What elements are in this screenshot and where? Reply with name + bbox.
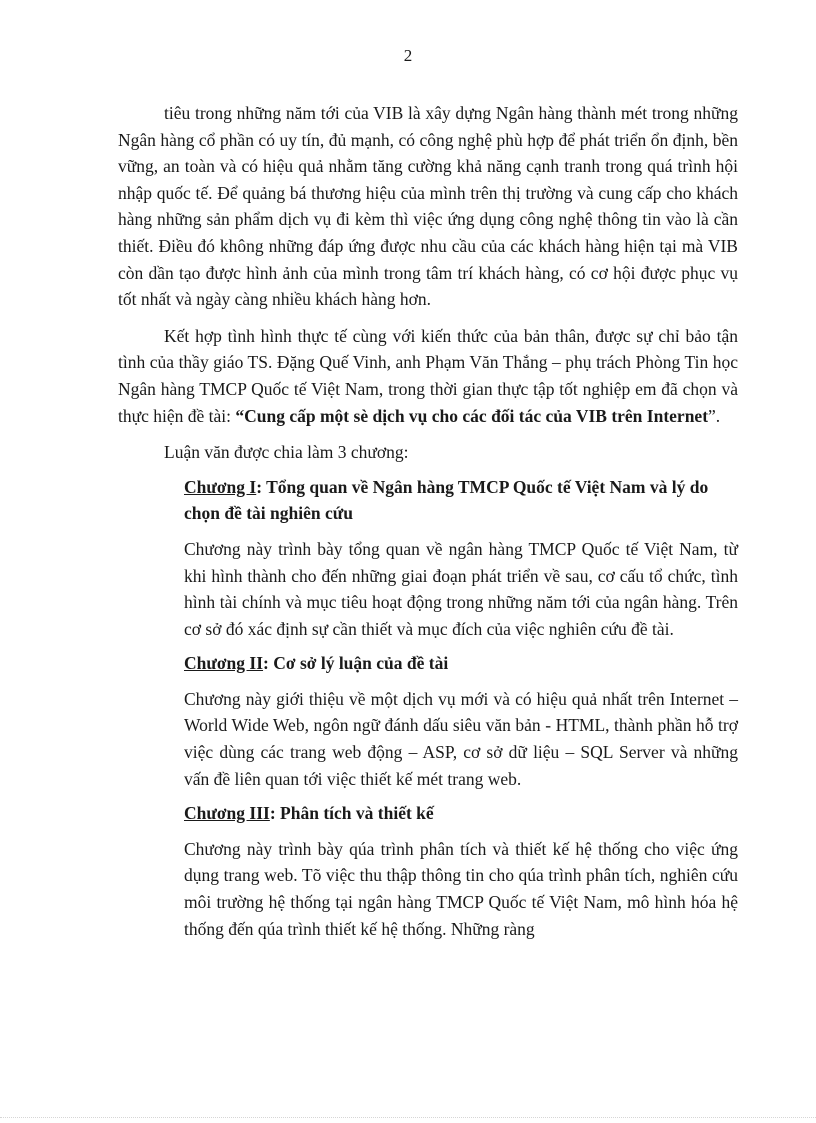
chapter-3-description: Chương này trình bày qúa trình phân tích và thiết kế hệ thống cho việc ứng dụng trang web. Tõ việc thu thập thông tin cho qúa trình phân tích, nghiên cứu môi trường hệ thống tại ngân hàng TMCP Quốc tế Việt Nam, mô hình hóa hệ thống đến qúa trình thiết kế hệ thống. Những ràng (184, 838, 738, 939)
topic-closing-punctuation: ”. (708, 405, 721, 426)
paragraph-vib-goals: tiêu trong những năm tới của VIB là xây dựng Ngân hàng thành mét trong những Ngân hàng cổ phần có uy tín, đủ mạnh, có công nghệ phù hợp để phát triển ổn định, bền vững, an toàn và có hiệu quả nhằm tăng cường khả năng cạnh tranh trong quá trình hội nhập quốc tế. Để quảng bá thương hiệu của mình trên thị trường và cung cấp cho khách hàng những sản phẩm dịch vụ đi kèm thì việc ứng dụng công nghệ thông tin vào là cần thiết. Điều đó không những đáp ứng được nhu cầu của các khách hàng hiện tại mà VIB còn dần tạo được hình ảnh của mình trong tâm trí khách hàng, có cơ hội được phục vụ tốt nhất và ngày càng nhiều khách hàng hơn. (118, 103, 738, 310)
chapter-1 (184, 474, 738, 643)
chapter-1-heading (184, 474, 738, 527)
page-bottom-divider (0, 1117, 816, 1118)
outline-intro: Luận văn được chia làm 3 chương: (164, 442, 409, 463)
chapter-2-title: : Cơ sở lý luận của đề tài (263, 653, 449, 674)
chapter-1-label: Chương I (184, 476, 257, 497)
chapter-2-description: Chương này giới thiệu về một dịch vụ mới và có hiệu quả nhất trên Internet – World Wide Web, ngôn ngữ đánh dấu siêu văn bản - HTML, thành phần hỗ trợ việc dùng các trang web động – ASP, cơ sở dữ liệu – SQL Server và những vấn đề liên quan tới việc thiết kế mét trang web. (184, 688, 738, 789)
paragraph-thesis-topic (118, 323, 738, 429)
chapter-3-label: Chương III (184, 803, 270, 824)
chapter-3-heading (184, 800, 738, 827)
chapter-2-label: Chương II (184, 653, 264, 674)
chapter-1-description: Chương này trình bày tổng quan về ngân hàng TMCP Quốc tế Việt Nam, từ khi hình thành cho đến những giai đoạn phát triển về sau, cơ cấu tổ chức, tình hình tài chính và mục tiêu hoạt động trong những năm tới của ngân hàng. Trên cơ sở đó xác định sự cần thiết và mục đích của việc nghiên cứu đề tài. (184, 538, 738, 639)
chapter-3 (184, 800, 738, 942)
document-body (118, 100, 738, 950)
topic-intro-text: Kết hợp tình hình thực tế cùng với kiến thức của bản thân, được sự chỉ bảo tận tình của thầy giáo TS. Đặng Quế Vinh, anh Phạm Văn Thắng – phụ trách Phòng Tin học Ngân hàng TMCP Quốc tế Việt Nam, trong thời gian thực tập tốt nghiệp em đã chọn và thực hiện đề tài: (118, 325, 738, 426)
thesis-topic-title: “Cung cấp một sè dịch vụ cho các đối tác của VIB trên Internet (235, 405, 709, 426)
chapter-2-heading (184, 650, 738, 677)
chapter-1-title: : Tổng quan về Ngân hàng TMCP Quốc tế Việt Nam và lý do chọn đề tài nghiên cứu (184, 476, 709, 524)
chapter-3-title: : Phân tích và thiết kế (269, 803, 434, 824)
chapter-2 (184, 650, 738, 792)
page-number: 2 (403, 46, 413, 65)
